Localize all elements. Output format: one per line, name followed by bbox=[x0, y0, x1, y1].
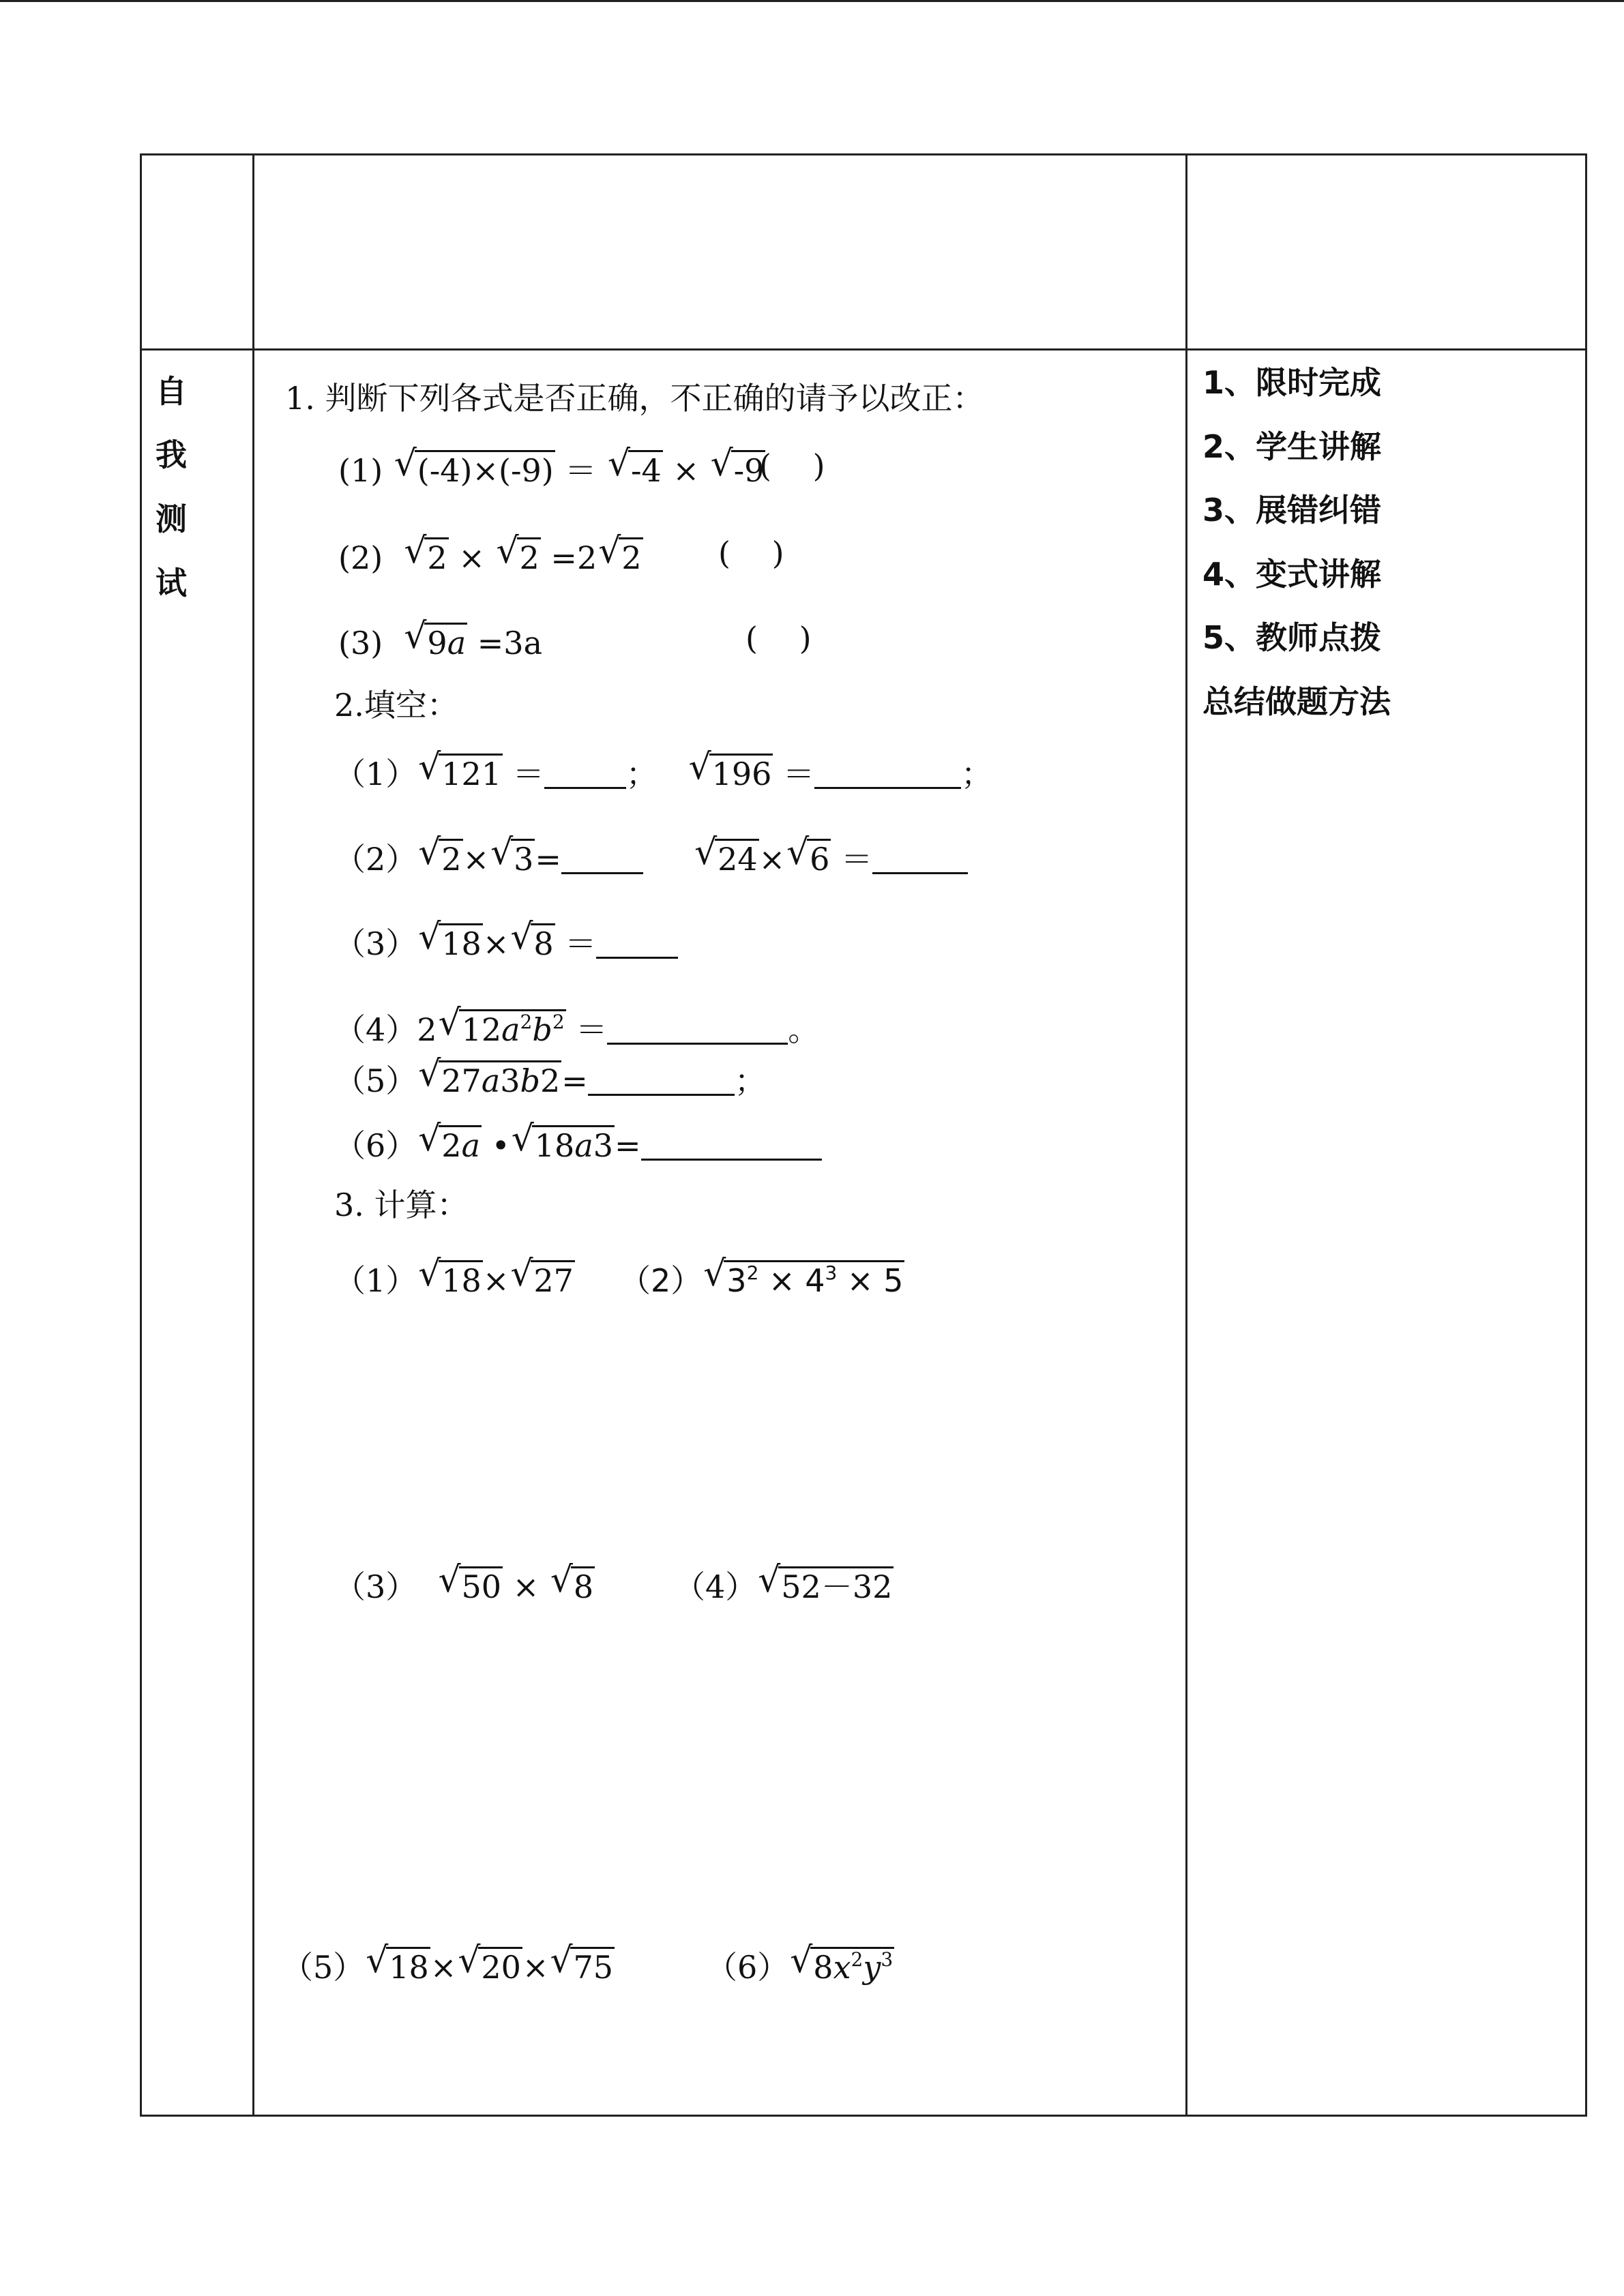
times-sign: × bbox=[846, 1262, 874, 1299]
radical: √ 8 bbox=[550, 1560, 594, 1605]
column-divider-left bbox=[252, 155, 254, 2115]
radical: √ 196 bbox=[688, 747, 772, 792]
q3-item-6 bbox=[706, 1940, 894, 1986]
times-sign: × bbox=[769, 1262, 795, 1299]
equals-sign: = bbox=[561, 1062, 588, 1099]
section-label-char: 试 bbox=[156, 565, 187, 601]
times-sign: × bbox=[673, 452, 699, 489]
radical: √ (-4)×(-9) bbox=[394, 443, 554, 489]
radical: √ 27 bbox=[510, 1253, 574, 1299]
radicand-part: 2 bbox=[540, 1062, 561, 1099]
radical: √ -9 bbox=[710, 443, 765, 489]
base: 5 bbox=[883, 1262, 904, 1299]
radicand: 20 bbox=[478, 1947, 522, 1983]
q2-item-6 bbox=[334, 1118, 822, 1164]
q3-item-3 bbox=[334, 1560, 595, 1605]
radicand: 9 bbox=[427, 625, 447, 661]
teacher-step: 4、变式讲解 bbox=[1202, 556, 1382, 593]
answer-parentheses: ( ) bbox=[718, 535, 784, 571]
radicand: 2 bbox=[517, 537, 541, 573]
item-number: (3) bbox=[338, 625, 383, 661]
radical: √ 18 bbox=[366, 1940, 429, 1986]
result-text: =3a bbox=[477, 625, 542, 661]
answer-parentheses: ( ) bbox=[745, 620, 812, 657]
item-number: （4） bbox=[334, 1011, 417, 1048]
radical: √ 27a3b2 bbox=[418, 1054, 561, 1099]
radical: √ 50 bbox=[438, 1560, 502, 1605]
q2-item-5 bbox=[334, 1054, 766, 1099]
answer-blank[interactable] bbox=[814, 762, 961, 789]
radical: √ 2 bbox=[496, 531, 540, 576]
radical: √ 2 bbox=[404, 531, 447, 576]
item-number: （1） bbox=[334, 1262, 417, 1299]
radical: √ 2a bbox=[418, 1118, 480, 1164]
radicand: 12 bbox=[461, 1011, 502, 1048]
answer-blank[interactable] bbox=[607, 1017, 788, 1045]
radical: √ 3 bbox=[490, 832, 534, 878]
variable: a bbox=[574, 1127, 593, 1164]
item-number: (1) bbox=[338, 452, 383, 489]
radical: √ 52－32 bbox=[758, 1560, 893, 1605]
radicand: -4 bbox=[628, 450, 663, 486]
variable: a bbox=[461, 1127, 480, 1164]
teacher-step: 5、教师点拨 bbox=[1202, 619, 1382, 656]
teacher-step: 2、学生讲解 bbox=[1202, 428, 1382, 465]
radicand: 18 bbox=[439, 1260, 483, 1296]
teacher-step: 总结做题方法 bbox=[1202, 683, 1391, 720]
result-text: =2 bbox=[550, 539, 597, 576]
radicand: 24 bbox=[715, 839, 759, 875]
exponent: 2 bbox=[552, 1011, 565, 1033]
section-label-char: 测 bbox=[156, 501, 187, 537]
times-sign: × bbox=[462, 841, 490, 878]
teacher-step: 3、展错纠错 bbox=[1202, 492, 1382, 528]
radicand: 6 bbox=[807, 839, 831, 875]
radicand: 196 bbox=[709, 754, 773, 790]
dot-operator: • bbox=[491, 1127, 510, 1164]
exponent: 2 bbox=[520, 1011, 533, 1033]
separator: 。 bbox=[788, 1011, 820, 1048]
exponent: 3 bbox=[881, 1948, 894, 1971]
equals-sign: ＝ bbox=[565, 925, 597, 962]
separator: ； bbox=[734, 1062, 766, 1099]
row-divider bbox=[142, 348, 1585, 351]
times-sign: × bbox=[758, 841, 786, 878]
section-label-char: 我 bbox=[156, 436, 187, 473]
item-number: （5） bbox=[334, 1062, 417, 1099]
q3-item-4 bbox=[674, 1560, 894, 1605]
radical: √ $8x^2y^3$ bbox=[790, 1940, 894, 1986]
radicand: 8 bbox=[571, 1566, 595, 1602]
q3-item-1 bbox=[334, 1253, 575, 1299]
item-number: (2) bbox=[338, 539, 383, 576]
q2-title: 2.填空： bbox=[334, 687, 458, 724]
item-number: （6） bbox=[706, 1949, 789, 1986]
variable: x bbox=[833, 1949, 851, 1986]
radicand: 2 bbox=[424, 537, 448, 573]
equals-sign: ＝ bbox=[565, 452, 597, 489]
q3-title: 3. 计算： bbox=[334, 1187, 469, 1223]
item-number: （2） bbox=[619, 1262, 703, 1299]
equals-sign: ＝ bbox=[841, 841, 873, 878]
separator: ； bbox=[625, 756, 658, 792]
radical: √ 6 bbox=[786, 832, 830, 878]
exponent: 2 bbox=[746, 1262, 759, 1284]
item-number: （6） bbox=[334, 1127, 417, 1164]
radicand: 8 bbox=[531, 923, 555, 959]
radical: √ 8 bbox=[510, 916, 554, 962]
equals-sign: = bbox=[615, 1127, 641, 1164]
times-sign: × bbox=[482, 925, 510, 962]
radicand-part: 3 bbox=[593, 1127, 614, 1164]
radicand: -9 bbox=[731, 450, 766, 486]
radical: √ $12a^2b^2$ bbox=[438, 1002, 565, 1048]
q1-title: 1. 判断下列各式是否正确，不正确的请予以改正： bbox=[285, 380, 984, 417]
base: 3 bbox=[726, 1262, 747, 1299]
column-divider-right bbox=[1185, 155, 1187, 2115]
q3-item-5 bbox=[282, 1940, 615, 1986]
q2-item-4 bbox=[334, 1002, 820, 1048]
q1-item-3 bbox=[338, 616, 542, 661]
q1-item-1 bbox=[338, 443, 765, 489]
radicand: 2 bbox=[439, 839, 462, 875]
times-sign: × bbox=[482, 1262, 510, 1299]
radicand: 2 bbox=[619, 537, 643, 573]
radicand: 18 bbox=[534, 1127, 575, 1164]
variable: b bbox=[520, 1062, 540, 1099]
exponent: 3 bbox=[825, 1262, 838, 1284]
item-number: （4） bbox=[674, 1568, 757, 1605]
answer-blank[interactable] bbox=[596, 931, 678, 959]
q1-item-2 bbox=[338, 531, 643, 576]
worksheet-table bbox=[140, 153, 1587, 2117]
variable: a bbox=[501, 1011, 520, 1048]
radical: √ 18 bbox=[418, 916, 482, 962]
equals-sign: ＝ bbox=[512, 756, 544, 792]
radicand: (-4)×(-9) bbox=[415, 450, 555, 486]
radical: √ 18 bbox=[418, 1253, 482, 1299]
base: 4 bbox=[805, 1262, 825, 1299]
radicand: 52－32 bbox=[778, 1566, 894, 1602]
answer-blank[interactable] bbox=[641, 1133, 822, 1161]
radicand: 8 bbox=[813, 1949, 833, 1986]
top-rule bbox=[0, 0, 1624, 2]
q2-item-2 bbox=[334, 832, 968, 878]
variable: b bbox=[532, 1011, 552, 1048]
radical: √ 121 bbox=[418, 747, 502, 792]
answer-blank[interactable] bbox=[872, 847, 968, 874]
q3-item-2 bbox=[619, 1253, 904, 1299]
times-sign: × bbox=[458, 539, 485, 576]
radicand: 121 bbox=[439, 754, 503, 790]
radicand: 50 bbox=[459, 1566, 503, 1602]
item-number: （2） bbox=[334, 841, 417, 878]
coefficient: 2 bbox=[417, 1011, 437, 1048]
radical: √ 18a3 bbox=[511, 1118, 614, 1164]
teacher-step: 1、限时完成 bbox=[1202, 364, 1382, 401]
radicand: 3 bbox=[511, 839, 535, 875]
variable: a bbox=[447, 625, 467, 661]
radicand: 75 bbox=[570, 1947, 615, 1983]
answer-blank[interactable] bbox=[588, 1069, 735, 1096]
radical: √ 2 bbox=[598, 531, 642, 576]
radical: √ 2 bbox=[418, 832, 462, 878]
radical: √ 75 bbox=[550, 1940, 614, 1986]
item-number: （3） bbox=[334, 925, 417, 962]
radical: √ 24 bbox=[694, 832, 758, 878]
q2-item-3 bbox=[334, 916, 678, 962]
radicand: 2 bbox=[441, 1127, 462, 1164]
item-number: （5） bbox=[282, 1949, 365, 1986]
times-sign: × bbox=[512, 1568, 540, 1605]
radicand: 18 bbox=[439, 923, 483, 959]
radicand: 27 bbox=[441, 1062, 482, 1099]
equals-sign: = bbox=[535, 841, 561, 878]
q2-item-1 bbox=[334, 747, 993, 792]
radicand-part: 3 bbox=[500, 1062, 520, 1099]
equals-sign: ＝ bbox=[576, 1011, 608, 1048]
radical: √ -4 bbox=[608, 443, 662, 489]
item-number: （3） bbox=[334, 1568, 417, 1605]
answer-parentheses: ( ) bbox=[759, 447, 825, 484]
answer-blank[interactable] bbox=[544, 762, 626, 789]
variable: y bbox=[863, 1949, 881, 1986]
section-label-char: 自 bbox=[156, 373, 187, 410]
radicand: 27 bbox=[531, 1260, 575, 1296]
radical: √ 20 bbox=[458, 1940, 521, 1986]
times-sign: × bbox=[430, 1949, 457, 1986]
variable: a bbox=[481, 1062, 501, 1099]
exponent: 2 bbox=[851, 1948, 863, 1971]
times-sign: × bbox=[522, 1949, 549, 1986]
radical: √ 9a bbox=[404, 616, 467, 661]
radicand: 18 bbox=[386, 1947, 430, 1983]
separator: ； bbox=[961, 756, 993, 792]
radical: √ $3^2 \times 4^3 \times 5$ bbox=[703, 1253, 904, 1299]
equals-sign: ＝ bbox=[783, 756, 815, 792]
item-number: （1） bbox=[334, 756, 417, 792]
answer-blank[interactable] bbox=[561, 847, 643, 874]
